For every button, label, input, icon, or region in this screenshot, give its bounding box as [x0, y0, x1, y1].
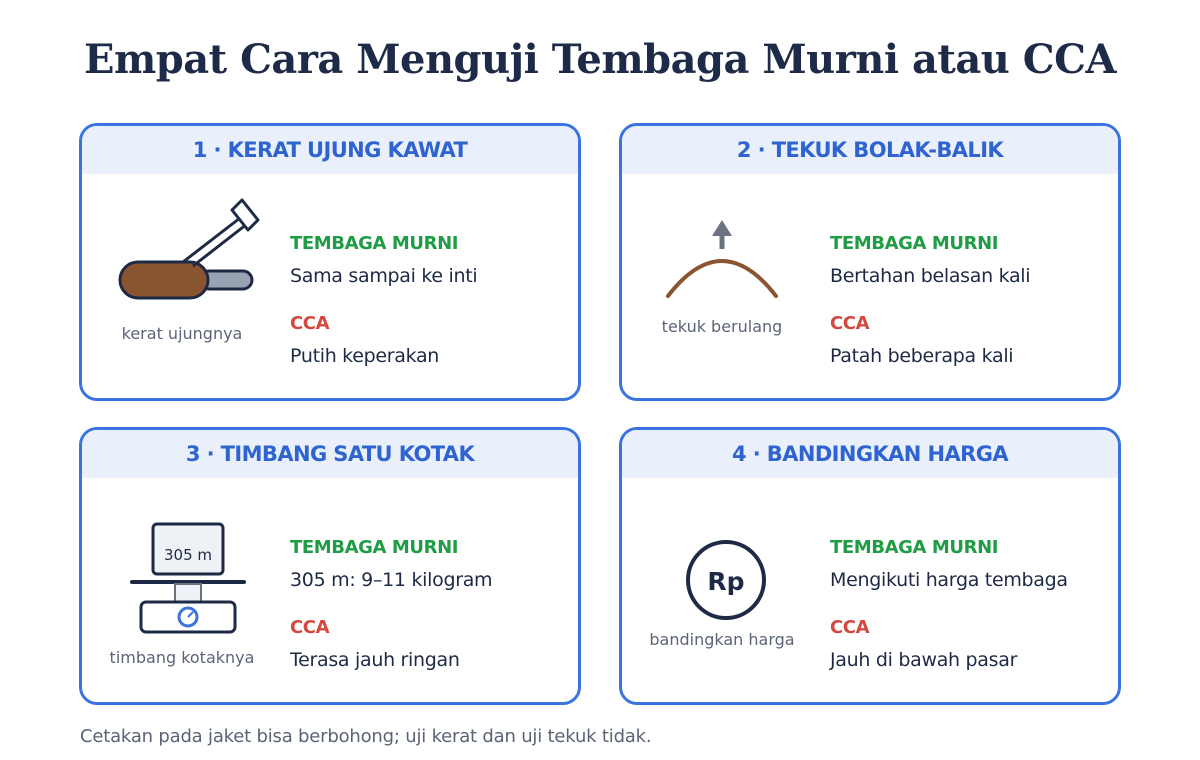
cca-value: Jauh di bawah pasar	[830, 649, 1018, 671]
cca-label: CCA	[290, 313, 330, 334]
card-compare-price	[619, 427, 1121, 705]
cca-label: CCA	[830, 313, 870, 334]
icon-caption: tekuk berulang	[661, 317, 783, 336]
icon-caption: bandingkan harga	[649, 630, 795, 649]
wire-cut-icon	[82, 174, 282, 401]
cca-value: Putih keperakan	[290, 345, 440, 367]
bend-arrow-icon	[622, 174, 822, 401]
pure-copper-label: TEMBAGA MURNI	[290, 537, 459, 558]
cca-value: Terasa jauh ringan	[290, 649, 460, 671]
card-bend-test	[619, 123, 1121, 401]
cca-label: CCA	[830, 617, 870, 638]
rupiah-coin-icon	[622, 478, 822, 705]
icon-caption: kerat ujungnya	[121, 324, 243, 343]
footnote: Cetakan pada jaket bisa berbohong; uji kerat dan uji tekuk tidak.	[80, 726, 652, 747]
card-heading: 1 · KERAT UJUNG KAWAT	[82, 126, 578, 174]
bend-arrow-icon	[622, 174, 822, 401]
pure-copper-label: TEMBAGA MURNI	[830, 233, 999, 254]
scale-box-icon	[82, 478, 282, 705]
facts	[290, 536, 580, 672]
card-cut-wire	[79, 123, 581, 401]
cca-label: CCA	[290, 617, 330, 638]
cca-value: Patah beberapa kali	[830, 345, 1014, 367]
pure-copper-label: TEMBAGA MURNI	[830, 537, 999, 558]
card-weigh-box	[79, 427, 581, 705]
pure-copper-value: Sama sampai ke inti	[290, 265, 478, 287]
page-title: Empat Cara Menguji Tembaga Murni atau CCA	[83, 36, 1117, 83]
box-label: 305 m	[163, 546, 213, 564]
facts	[830, 536, 1120, 672]
wire-cut-icon	[82, 174, 282, 401]
icon-caption: timbang kotaknya	[109, 648, 255, 667]
coin-label: Rp	[707, 567, 745, 596]
pure-copper-label: TEMBAGA MURNI	[290, 233, 459, 254]
pure-copper-value: Mengikuti harga tembaga	[830, 569, 1068, 591]
facts	[290, 232, 580, 368]
pure-copper-value: Bertahan belasan kali	[830, 265, 1031, 287]
facts	[830, 232, 1120, 368]
rupiah-coin-icon	[622, 478, 822, 705]
pure-copper-value: 305 m: 9–11 kilogram	[290, 569, 493, 591]
card-heading: 2 · TEKUK BOLAK-BALIK	[622, 126, 1118, 174]
scale-box-icon	[82, 478, 282, 705]
card-heading: 4 · BANDINGKAN HARGA	[622, 430, 1118, 478]
card-heading: 3 · TIMBANG SATU KOTAK	[82, 430, 578, 478]
